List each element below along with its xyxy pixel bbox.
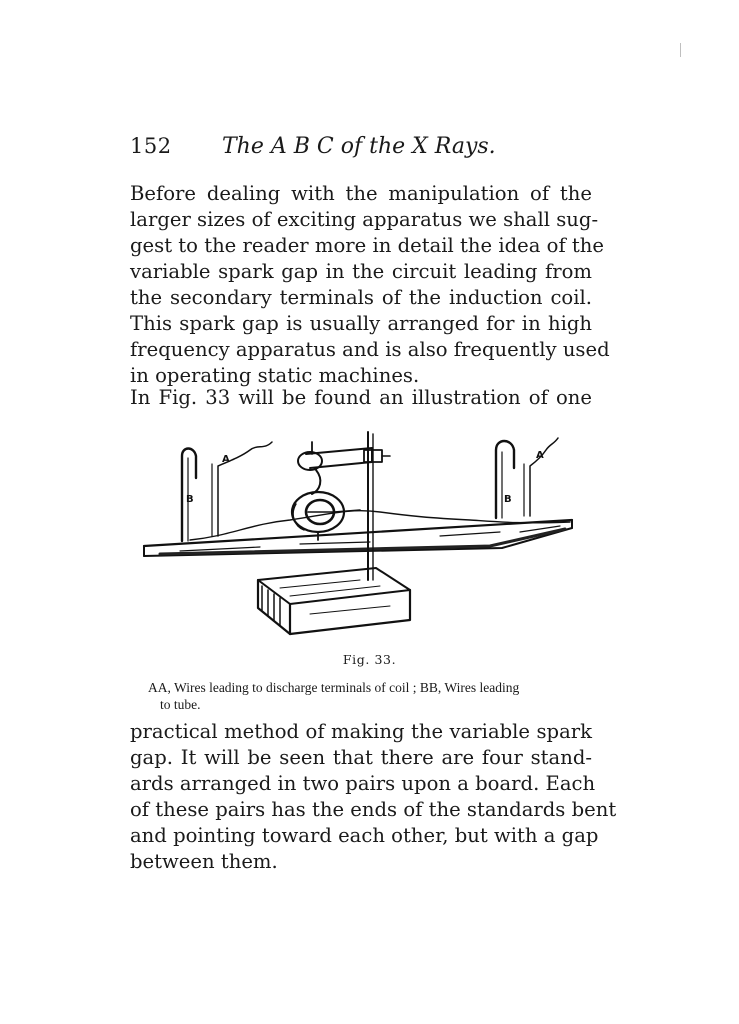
- paragraph-1: [130, 181, 610, 389]
- text-line: gest to the reader more in detail the idea of the: [130, 234, 605, 257]
- text-line: between them.: [130, 850, 278, 873]
- text-line: Before dealing with the manipulation of the: [130, 182, 592, 205]
- text-line: gap. It will be seen that there are four stand-: [130, 746, 592, 769]
- page-header: [130, 134, 590, 164]
- figure-33-illustration: [140, 428, 580, 643]
- letter-b-left: B: [186, 494, 194, 505]
- paragraph-2: [130, 385, 592, 411]
- paragraph-3: [130, 719, 617, 875]
- text-line: ards arranged in two pairs upon a board. Each: [130, 772, 596, 795]
- block-top: [258, 568, 410, 604]
- text-line: In Fig. 33 will be found an illustration of one: [130, 386, 592, 409]
- letter-a-left: A: [222, 454, 230, 465]
- caption-line: AA, Wires leading to discharge terminals of coil ; BB, Wires leading: [148, 680, 520, 695]
- block-grain: [280, 580, 390, 614]
- text-line: variable spark gap in the circuit leading from: [130, 260, 592, 283]
- figure-label: Fig. 33.: [342, 652, 397, 667]
- caption-line: to tube.: [160, 697, 201, 712]
- figure-caption: [148, 679, 590, 713]
- text-line: practical method of making the variable spark: [130, 720, 592, 743]
- text-line: in operating static machines.: [130, 364, 420, 387]
- letter-a-right: A: [536, 450, 544, 461]
- text-line: frequency apparatus and is also frequently used: [130, 338, 610, 361]
- text-line: This spark gap is usually arranged for in high: [130, 312, 592, 335]
- spark-gap-drawing: [140, 428, 580, 643]
- crossarm: [306, 448, 372, 468]
- edge-mark: [680, 43, 681, 57]
- block-shade: [262, 586, 280, 626]
- spark-shading: [293, 504, 304, 530]
- right-wire: [530, 438, 558, 516]
- text-line: larger sizes of exciting apparatus we shall sug-: [130, 208, 599, 231]
- page-number: 152: [130, 134, 172, 158]
- text-line: the secondary terminals of the induction coil.: [130, 286, 592, 309]
- running-title: The A B C of the X Rays.: [222, 134, 496, 159]
- hook: [312, 470, 320, 494]
- text-line: and pointing toward each other, but with a gap: [130, 824, 599, 847]
- text-line: of these pairs has the ends of the standards bent: [130, 798, 617, 821]
- right-standard: [496, 441, 514, 518]
- board-wire-line: [190, 511, 570, 540]
- letter-b-right: B: [504, 494, 512, 505]
